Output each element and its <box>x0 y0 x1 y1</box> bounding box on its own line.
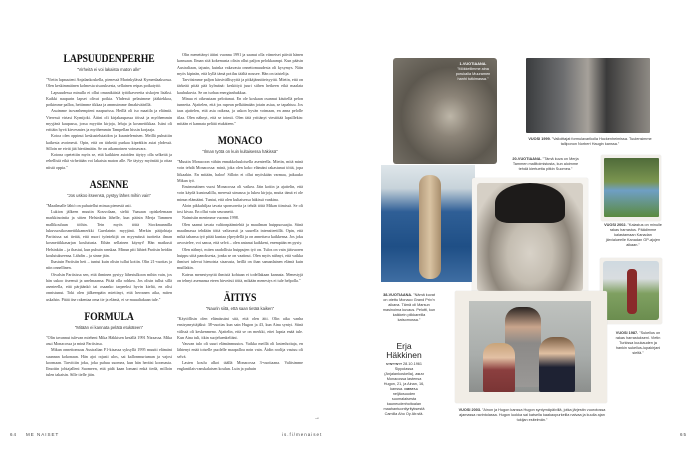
paragraph: Tarvitsimme paljon kärsivällisyyttä ja pitkäjännitteisyyttä. Mietin, että on tärkeää pitää pää kylmänä: keskittyä juuri siihen hetkeen eikä maalata kauhukuvia. Se on turhaa energianhukkaa. <box>177 77 303 95</box>
diving-photo <box>603 261 659 320</box>
right-page <box>348 0 696 450</box>
paragraph: Oivalsin Pariisissa sen, että ihminen pystyy lähestulkoon mihin vain, jos hän uskoo itseensä ja unelmaansa. Pitää olla rohkea. Jos olisin tullut sillä asenteella, että pärjäänkö tai osaanko tarpeeksi hyvin kieltä, en olisi onnistunut. Toki olen jälkeenpäin miettinyt, että herranen aika, miten uskalsin. Pitää itse rakentaa oma tie ja elämä, ei se muualtakaan tule." <box>46 271 172 302</box>
paragraph: "Olin tavannut tulevan mieheni Mika Häkkisen kesällä 1991 Nizzassa. Mika asui Monacossa ja minä Pariisissa. <box>46 334 172 346</box>
caption-age1: 1-VUOTIAANA. "Mökkeilimme aina porukalla Muuramen hanhi tutkimassa." <box>455 62 491 81</box>
caption-2002: VUOSI 2002. "Kalastus on minulle rakas harrastus. Päädimme kalastamaan Kanadan järvialueelle Kanadan GP-ajojen aikaan." <box>604 223 662 247</box>
diver-figure <box>627 269 637 314</box>
paragraph: Olin menettänyt äitini vuonna 1991 ja saanut olla viimeiset päivät hänen kanssaan. Ilman sitä kokemusta olisin ollut paljon pelokkaampi. Kun pääsin Australiaan, tajusin, kuinka vakavasta onnettomuudesta oli kysymys. Näin myös kipinän, että kyllä tämä potilas täältä nousee. Hän on taistelija. <box>177 52 303 76</box>
section-title: ASENNE <box>89 178 129 191</box>
portrait-photo <box>477 183 583 291</box>
section-title: LAPSUUDENPERHE <box>63 53 155 65</box>
paragraph: Kotona opetettiin myös se, että kaikkien asioiden täytyy olla selkeitä ja rehellisiä eikä virheitään voi lakaista maton alle. Ne täytyy myöntää ja ottaa niistä oppia." <box>46 152 172 170</box>
hair <box>495 183 565 223</box>
caption-age38: 38-VUOTIAANA. "Nämä kuvat on otettu Monaco Grand Prix'n aikana. Tämä oli Marsun masinoima kuvaus. Pelotti, kun kaikkein piikkareilla katsomossa." <box>382 293 436 322</box>
caption-1999: VUOSI 1999. "Valloittajat formulavarikolla Hockenheimissa. Tuulensimme talliponon Norbert Haugin kanssa." <box>528 137 652 146</box>
family-photo <box>469 301 591 392</box>
person-name: Erja Häkkinen <box>386 341 422 360</box>
caption-2003: VUOSI 2003. "Ainon ja Hugon kanssa Hugon syntymäpäivillä, jotka järjestin vuorotossa ajamassa ravintolassa. Hugon luokka sai katsella kaakaopurkeilla naivaa ja kuulla ajan tukijan esitelmän." <box>458 408 606 422</box>
hockenheim-photo <box>526 58 650 133</box>
magazine-name: ME NAISET <box>26 432 60 437</box>
paragraph: "Muutin Monacoon vähän ennakkoluuloisella asenteella. Mietin, mitä minä voin tehdä Monacossa: minä, joka olen koko elämäni rakastanut töitä, jopa liikaakin. En mitään, haloo! Silloin ei ollut myöskään varmaa, jatkuuko Mikan työ. <box>177 159 303 183</box>
paragraph: Kateus menestynyttä ihmistä kohtaan ei todellakaan kannata. Menestyjä on tehnyt asemansa eteen hirveästi töitä, mikään menestys ei tule helpolla." <box>177 271 303 283</box>
paragraph: Olen saanut tavata valtionpäämiehiä ja maailman huippuosaajia. Siinä maailmassa tehdään töitä valtavasti ja suurella intensiteetillä. Opin, että mikä tahansa työ pitää kuntaa ylpeydellä ja on annettava kaikkensa. Jos joku arvostelee, voi sanoa, että selvä – olen antanut kaikkeni, enempään en pysty. <box>177 221 303 246</box>
section-title: ÄITIYS <box>223 292 257 304</box>
paragraph: Olen nähnyt, miten raadollista huippujen työ on. Tulos on vain jäävuoren huippu siitä panoksesta, jonka se on vaatinut. Olen myös nähnyt, että vaikka ihmiset tulevat hienoista sisarusta, heillä on ihan samanlainen elämä kuin muillakin. <box>177 246 303 271</box>
magazine-url[interactable]: is.fi/menaiset <box>282 432 323 437</box>
column-1 <box>46 53 172 379</box>
paragraph: Ensimmäinen vuosi Monacossa oli vaikea. Jäin kotiin ja ajattelin, että voin käydä kuntosalilla, meressä uimassa ja lukea kirjoja, mutta tämä ei ole minun elämääni. Tuntui, että olen kultaisessa häkissä vankina. <box>177 184 303 202</box>
son-figure <box>539 337 575 392</box>
bio-text: SYNTYNYT 28.10.1961 Sippolassa (Anjalankoskella), ASUU Monacossa lastensa Hugon, 21, ja Ainan, 16, kanssa. OMISTAA neljäosuuden suomalaisesta kauneudenhoitoalan maahantuontiyrityksestä Camilla Aho Oy Ab:stä. <box>383 362 425 416</box>
paragraph: Aloin pikkuhiljaa tavata sponsoreita ja tehdä töitä Mikan tiimissä. Se oli tosi kivaa. En ollut vain seuraneiti. <box>177 202 303 214</box>
caption-age20: 20-VUOTIAANA. "Tämä kuva on Merja Tammen mallitoimistosta, kun aloimme tehdä kiertuetta pitkin Suomea." <box>512 157 579 171</box>
continue-arrow-icon: → <box>314 415 321 421</box>
section-subtitle: "Naurin siitä, että saan tietää kaiken" <box>205 306 275 311</box>
page-number: 64 <box>10 432 18 437</box>
fishing-photo <box>604 158 659 217</box>
paragraph: "Maailmalle lähtö on puhutellut minua pienestä asti. <box>46 202 132 208</box>
paragraph: Lukion jälkeen muutin Kouvolaan, sieltä Vaasaan opiskelemaan markkinointia ja sitten Helsinkiin lähelle, kun pääsin Merja Tammen mallikouluun töihin. Tein myös töitä Stockmannilla lukuvuosikosmetiikkamerkki Guerlainin myyjänä. Merkin pääjohtaja Pariisissa sai tietää, että nuori työntekijä on myymässä tuotteita ilman kosmetiikkasarjan koulutusta. Eihän sellainen käynyt! Hän matkusti Helsinkiin – ja ihastui, kun puhuin ranskaa. Minun piti lähteä Pariisin heidän koulutukseensa. Lähdin – ja sinne jäin. <box>46 209 172 258</box>
paragraph: Vauvan tulo oli suuri elämänmuutos. Vaikka meillä oli lastenhoitaja, en lähtenyt enää toiselle puolelle maapalloa noin vain. Äidin roolija vastuu oli selvä. <box>177 341 303 359</box>
section-subtitle: "Ilman työtä on kuin kultaisessa häkissä" <box>202 149 278 154</box>
section-subtitle: "Virheitä ei voi lakaista maton alle" <box>77 67 141 72</box>
dress-figure <box>419 175 441 279</box>
monaco-gp-photo <box>381 165 475 282</box>
paragraph: Minua ei oikeastaan pelottanut. En ole koskaan osannut käsitellä pelon tunnetta. Ajattelen, että jos rupean pelkäämään jotain asiaa, se tapahtuu. Jos taas ajattelen, että asia ratkeaa, ja uskon hyvän voimaan, en anna pelolle tilaa. Olen nähnyt, että se toimii. Olen tätä yrittänyt viestittää lapsillekin: mitään ei kannata pelätä etukäteen." <box>177 95 303 126</box>
paragraph: Mikan onnettomuus Australian F1-kisassa syksyllä 1995 muutti elämäni suunnan kokonaan. Hän ajoi rajusti ulos, sai kallonmurtuman ja vajosi koomaan. Tarvittiin joku, joka puhuu suomea, kun hän heräisi koomasta. Ilmoitin johtajalleni Suomeen, että pidä kaan lomani enkä tiedä, milloin tulen takaisin. Sille tielle jäin. <box>46 347 172 378</box>
daughter-figure <box>483 343 515 392</box>
paragraph: "Käytöllisin olen elämässäni sitä, että olen äiti. Olin aika vanha ensisynnyttäjäksi: 38-vuotias kun sain Hugon ja 43, kun Aina syntyi. Siinä välissä oli keskenmeno. Ajattelin, että se on merkki, ettei lapsia enää tule. Kun Aina tuli, itkin suojeluenkeliäni. <box>177 316 303 340</box>
section-subtitle: "Jos uskoo itseensä, pystyy lähes mihin vain" <box>67 192 151 198</box>
section-title: FORMULA <box>84 310 134 323</box>
paragraph: Ihastuin Pariisiin heti – tuntui kuin olisin tullut kotiin. Olin 21-vuotias ja niin onnellinen. <box>46 259 172 271</box>
column-2 <box>177 52 303 372</box>
caption-1987: VUOSI 1987. "Sukellus on rakas harrastukseni. Vietin Turkissa kuukauden ja hankin sukellus-lupakirjani sieltä." <box>615 331 661 355</box>
paragraph: Kotoa olen oppinut keskustelutaidon ja kuuntelemisen. Meillä puhuttiin kaikesta avoimesti. Opin, että on tärkeää purkaa kipeätkin asiat yhdessä. Silloin ne eivät jää hiertämään. Se on aikamoinen voimavara. <box>46 133 172 151</box>
section-title: MONACO <box>217 135 263 147</box>
section-subtitle: "Mitään ei kannata pelätä etukäteen" <box>74 324 144 330</box>
paragraph: Lasten koulu alkoi täällä Monacossa 3-vuotiaana. Valitsimme englantilais-ranskalaisen koulun. Luin ja puhuin <box>177 359 303 371</box>
page-number: 65 <box>680 432 688 437</box>
paragraph: Asuimme isovanhempieni naapurissa. Heillä oli iso maatila ja eläimiä. Vieressä virtasi Kymijoki. Äitini oli kirjakaupassa töissä ja myöhemmin myyjänä kaupassa, jossa myytiin kirjoja, leluja ja kosmetiikkaa. Isäni oli erittäin hyvä kirvesmies ja myöhemmin Tampellan hissin korjaaja. <box>46 108 172 132</box>
paragraph: "Vietin lapsuuteni Anjalankoskella, pienessä Marinkylässä Kymenlaaksossa. Olen keskimmäinen kolmesta sisaruksesta, sellainen reipas poikatyttö. <box>46 77 172 89</box>
paragraph: Lapsuudessa minulla ei ollut omanikäisiä tyttökavereita siskojen lisäksi. Kaikki naapurin lapset olivat poikia. Yhdessä pelasimme jääkiekkoa, potkimme palloa, heitimme tikkaa ja ammuimme ilmakiväärillä. <box>46 89 172 107</box>
paragraph: Naimisiin menimme vuonna 1998. <box>182 215 239 221</box>
